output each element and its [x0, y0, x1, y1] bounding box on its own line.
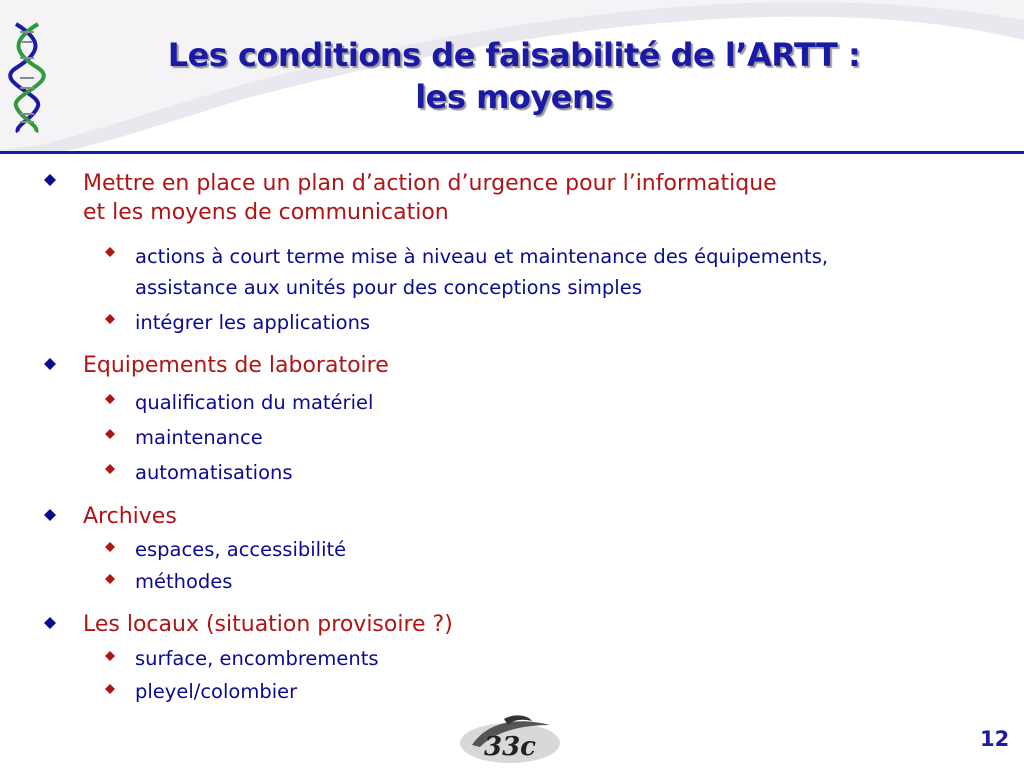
- bullet-item: Archives: [83, 504, 177, 529]
- diamond-bullet-icon: [105, 542, 115, 552]
- bullet-item: Equipements de laboratoire: [83, 353, 389, 378]
- sub-bullet-item: maintenance: [135, 426, 263, 449]
- sub-bullet-item: automatisations: [135, 461, 293, 484]
- diamond-bullet-icon: [105, 314, 115, 324]
- diamond-bullet-icon: [44, 509, 56, 521]
- diamond-bullet-icon: [44, 358, 56, 370]
- bullet-item: Les locaux (situation provisoire ?): [83, 612, 453, 637]
- diamond-bullet-icon: [105, 394, 115, 404]
- sub-bullet-item: méthodes: [135, 570, 233, 593]
- diamond-bullet-icon: [105, 429, 115, 439]
- slide-title-line2: les moyens: [415, 78, 613, 116]
- sub-bullet-item: intégrer les applications: [135, 311, 371, 334]
- diamond-bullet-icon: [105, 684, 115, 694]
- bullet-item: Mettre en place un plan d’action d’urgence pour l’informatique et les moyens de communication: [83, 171, 777, 225]
- diamond-bullet-icon: [44, 617, 56, 629]
- diamond-bullet-icon: [105, 464, 115, 474]
- diamond-bullet-icon: [105, 651, 115, 661]
- page-number: 12: [980, 727, 1010, 751]
- sub-bullet-item: surface, encombrements: [135, 647, 379, 670]
- sub-bullet-item: pleyel/colombier: [135, 680, 298, 703]
- diamond-bullet-icon: [105, 574, 115, 584]
- sub-bullet-item: actions à court terme mise à niveau et maintenance des équipements, assistance aux unités pour des conceptions simples: [135, 245, 829, 299]
- 33c-logo: [458, 711, 562, 767]
- diamond-bullet-icon: [44, 174, 56, 186]
- svg-text:33c: 33c: [484, 732, 537, 762]
- diamond-bullet-icon: [105, 247, 115, 257]
- slide-title-line1: Les conditions de faisabilité de l’ARTT :: [167, 36, 861, 74]
- sub-bullet-item: qualification du matériel: [135, 391, 374, 414]
- sub-bullet-item: espaces, accessibilité: [135, 538, 347, 561]
